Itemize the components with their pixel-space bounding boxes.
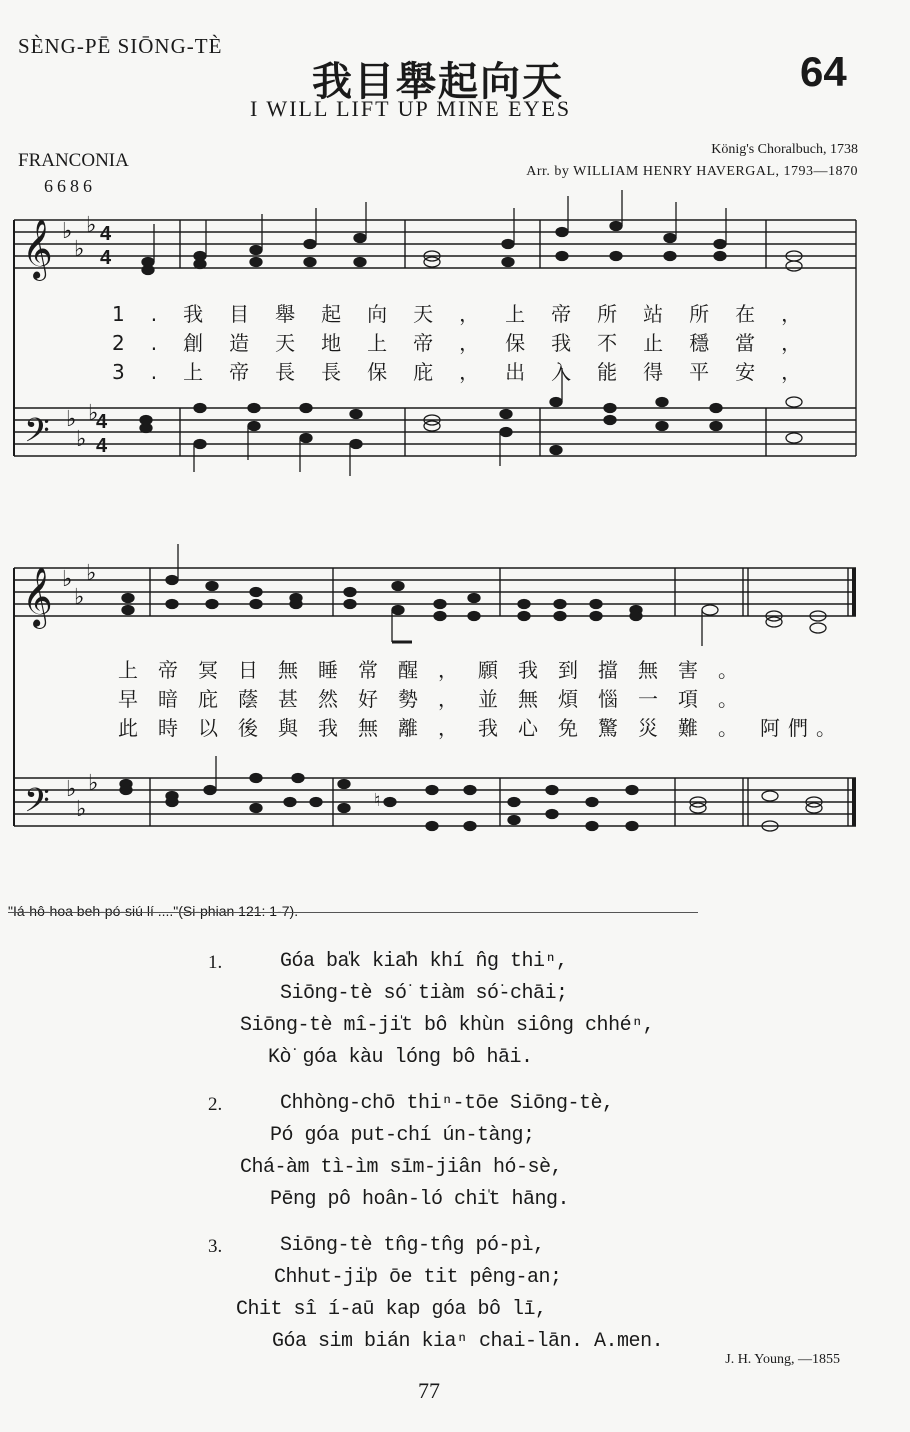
verse-line: Siōng-tè só͘ tiàm só͘-chāi; xyxy=(280,982,568,1005)
svg-text:♭: ♭ xyxy=(66,407,77,432)
time-sig-top-bass: 4 xyxy=(96,411,108,433)
svg-text:♭: ♭ xyxy=(74,585,85,610)
treble-clef-icon: 𝄞 xyxy=(22,567,53,627)
tune-name: FRANCONIA xyxy=(18,150,129,171)
treble-clef-icon: 𝄞 xyxy=(22,219,53,279)
scripture-reference: "Iá-hô-hoa beh-pó-siú lí ...."(Si-phian 121: 1-7). xyxy=(8,903,299,919)
verse-number: 1. xyxy=(208,952,223,973)
bass-staff-2 xyxy=(14,778,856,826)
tune-source: König's Choralbuch, 1738 xyxy=(711,142,858,157)
verse-line: Góa sim bián kiaⁿ chai-lān. A.men. xyxy=(272,1330,664,1353)
svg-text:♭: ♭ xyxy=(86,213,97,238)
verse-line: Chá-àm tì-ìm sīm-jiân hó-sè, xyxy=(240,1156,563,1179)
verse-line: Pēng pô hoân-ló chi̍t hāng. xyxy=(270,1188,570,1211)
svg-text:♭: ♭ xyxy=(76,797,87,822)
book-title: SÈNG-PĒ SIŌNG-TÈ xyxy=(18,34,223,58)
notes-bass-2 xyxy=(120,756,822,831)
page-number: 77 xyxy=(418,1378,440,1403)
lyrics-s1-verse3: 3.上帝長長保庇，出入能得平安， xyxy=(112,360,828,384)
time-sig-top: 4 xyxy=(100,223,112,245)
verse-line: Chhut-ji̍p ōe tit pêng-an; xyxy=(274,1266,562,1289)
svg-text:♭: ♭ xyxy=(76,427,87,452)
bass-clef-icon: 𝄢 xyxy=(24,412,50,458)
verse-number: 2. xyxy=(208,1094,223,1115)
tune-meter: 6686 xyxy=(44,176,96,196)
lyrics-s2-verse3: 此時以後與我無離，我心免驚災難。 xyxy=(118,716,758,740)
lyrics-s1-verse2: 2.創造天地上帝，保我不止穩當， xyxy=(112,331,828,355)
treble-staff-2 xyxy=(14,568,856,616)
verse-line: Góa ba̍k kia̍h khí n̂g thiⁿ, xyxy=(280,950,568,973)
lyrics-s1-verse1: 1.我目舉起向天，上帝所站所在， xyxy=(112,302,828,326)
verse-line: Siōng-tè tn̂g-tn̂g pó-pì, xyxy=(280,1234,545,1257)
verse-line: Kò͘ góa kàu lóng bô hāi. xyxy=(268,1046,533,1069)
svg-text:♭: ♭ xyxy=(88,401,99,426)
verse-number: 3. xyxy=(208,1236,223,1257)
svg-text:♭: ♭ xyxy=(62,219,73,244)
verse-line: Pó góa put-chí ún-tàng; xyxy=(270,1124,535,1147)
text-author: J. H. Young, —1855 xyxy=(725,1352,840,1367)
svg-text:♭: ♭ xyxy=(86,561,97,586)
time-sig-bottom: 4 xyxy=(100,247,112,269)
lyrics-s2-verse1: 上帝冥日無睡常醒，願我到擋無害。 xyxy=(118,658,758,682)
svg-text:♭: ♭ xyxy=(74,237,85,262)
svg-text:♭: ♭ xyxy=(88,771,99,796)
verse-line: Chhòng-chō thiⁿ-tōe Siōng-tè, xyxy=(280,1092,614,1115)
verse-line: Chit sî í-aū kap góa bô lī, xyxy=(236,1298,547,1321)
tune-arranger: Arr. by WILLIAM HENRY HAVERGAL, 1793—1870 xyxy=(526,164,858,179)
svg-text:♮: ♮ xyxy=(374,790,381,811)
amen-cjk: 阿們。 xyxy=(760,716,844,740)
verse-line: Siōng-tè mî-ji̍t bô khùn siông chhéⁿ, xyxy=(240,1014,655,1037)
svg-text:♭: ♭ xyxy=(62,567,73,592)
bass-clef-icon: 𝄢 xyxy=(24,782,50,828)
svg-text:♭: ♭ xyxy=(66,777,77,802)
lyrics-s2-verse2: 早暗庇蔭甚然好勢，並無煩惱一項。 xyxy=(118,687,758,711)
time-sig-bottom-bass: 4 xyxy=(96,435,108,457)
hymn-title-cjk: 我目舉起向天 xyxy=(312,59,564,105)
notes-treble-2 xyxy=(122,544,826,646)
hymn-title-en: I WILL LIFT UP MINE EYES xyxy=(250,96,572,121)
hymn-number: 64 xyxy=(800,48,847,95)
